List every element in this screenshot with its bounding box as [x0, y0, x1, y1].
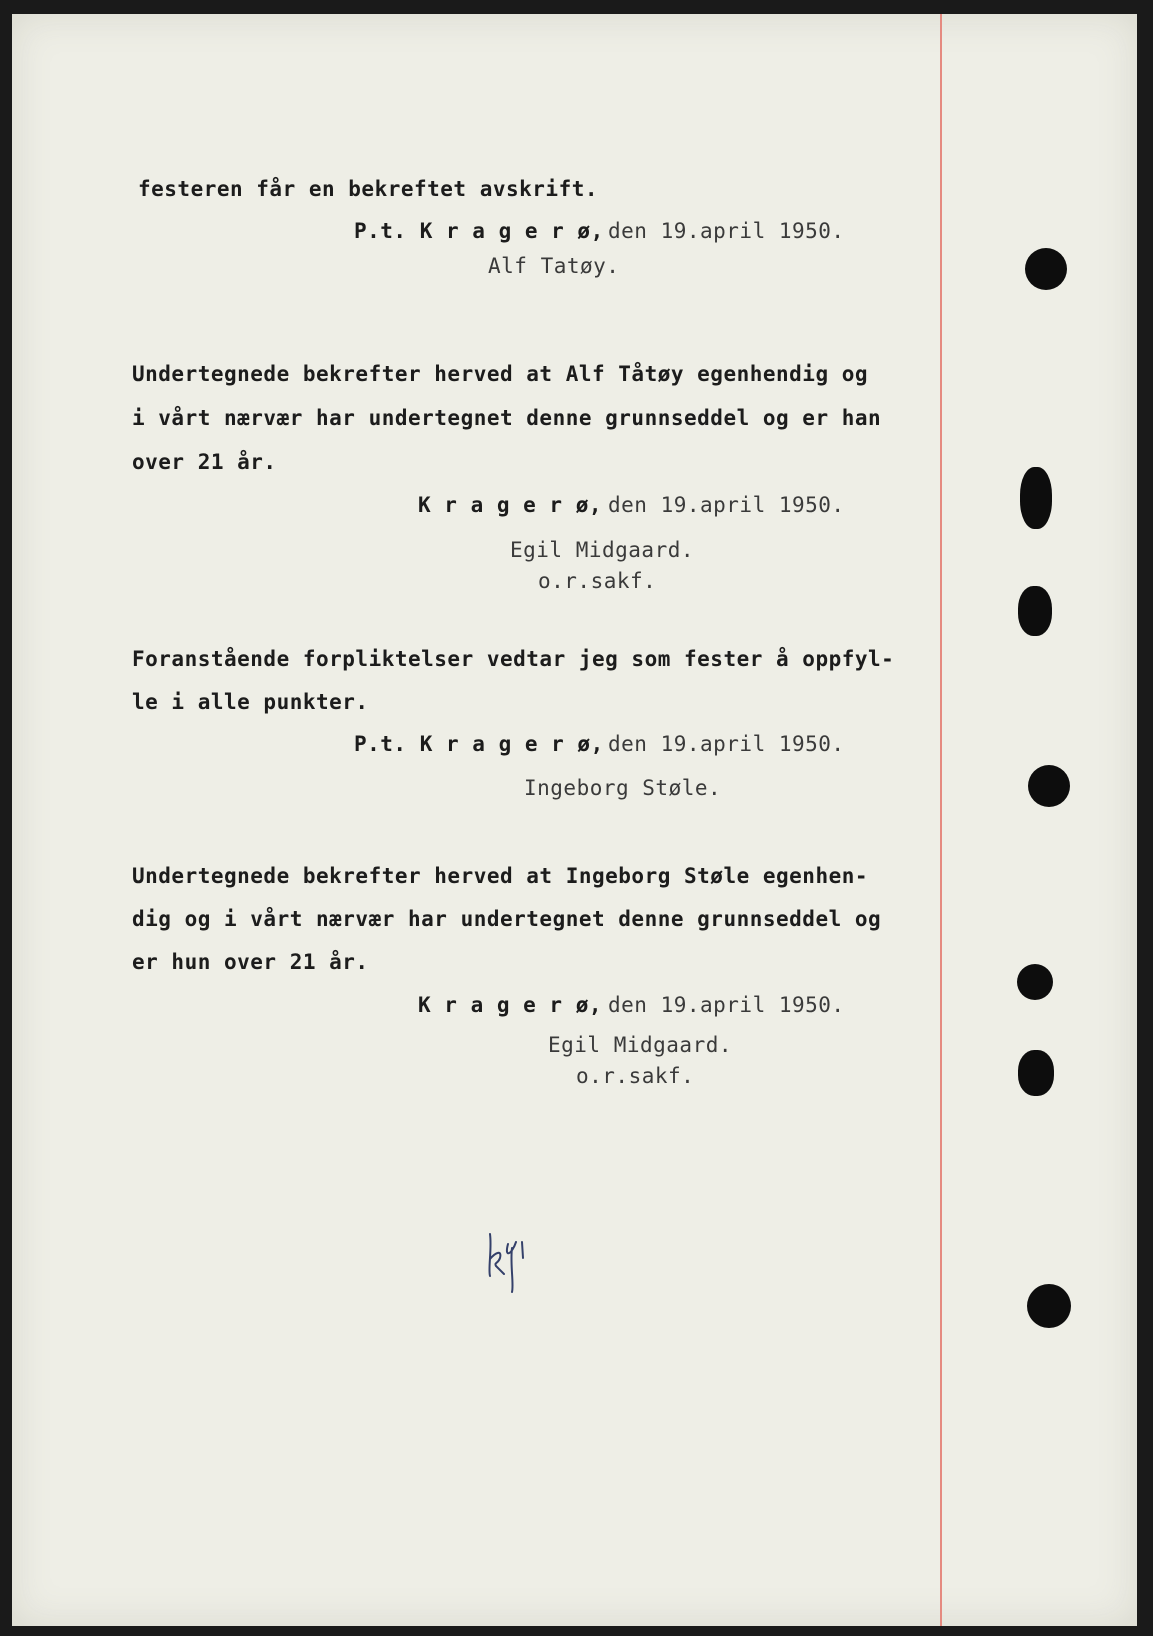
date-line: den 19.april 1950.: [608, 493, 845, 517]
binder-hole: [1020, 467, 1052, 529]
body-text-line: over 21 år.: [132, 450, 277, 474]
signatory-name: Alf Tatøy.: [488, 254, 620, 278]
signatory-title: o.r.sakf.: [576, 1064, 695, 1088]
place-line: P.t. K r a g e r ø,: [354, 219, 604, 243]
body-text-line: Undertegnede bekrefter herved at Ingeborg Støle egenhen-: [132, 864, 869, 888]
margin-rule: [940, 14, 942, 1626]
signatory-name: Ingeborg Støle.: [524, 776, 722, 800]
document-page: [12, 14, 1137, 1626]
place-line: K r a g e r ø,: [418, 993, 603, 1017]
body-text-line: Foranstående forpliktelser vedtar jeg som fester å oppfyl-: [132, 647, 895, 671]
body-text-line: er hun over 21 år.: [132, 950, 369, 974]
date-line: den 19.april 1950.: [608, 732, 845, 756]
signatory-name: Egil Midgaard.: [510, 538, 695, 562]
binder-hole: [1025, 248, 1067, 290]
binder-hole: [1027, 1284, 1071, 1328]
signatory-title: o.r.sakf.: [538, 569, 657, 593]
binder-hole: [1018, 1050, 1054, 1096]
body-text-line: i vårt nærvær har undertegnet denne grunnseddel og er han: [132, 406, 882, 430]
signatory-name: Egil Midgaard.: [548, 1033, 733, 1057]
body-text-line: dig og i vårt nærvær har undertegnet denne grunnseddel og: [132, 907, 882, 931]
body-text-line: festeren får en bekreftet avskrift.: [138, 177, 599, 201]
place-line: P.t. K r a g e r ø,: [354, 732, 604, 756]
date-line: den 19.april 1950.: [608, 993, 845, 1017]
body-text-line: le i alle punkter.: [132, 690, 369, 714]
date-line: den 19.april 1950.: [608, 219, 845, 243]
binder-hole: [1018, 586, 1052, 636]
binder-hole: [1028, 765, 1070, 807]
binder-hole: [1017, 964, 1053, 1000]
place-line: K r a g e r ø,: [418, 493, 603, 517]
body-text-line: Undertegnede bekrefter herved at Alf Tåtøy egenhendig og: [132, 362, 869, 386]
handwritten-initials: [482, 1214, 542, 1294]
